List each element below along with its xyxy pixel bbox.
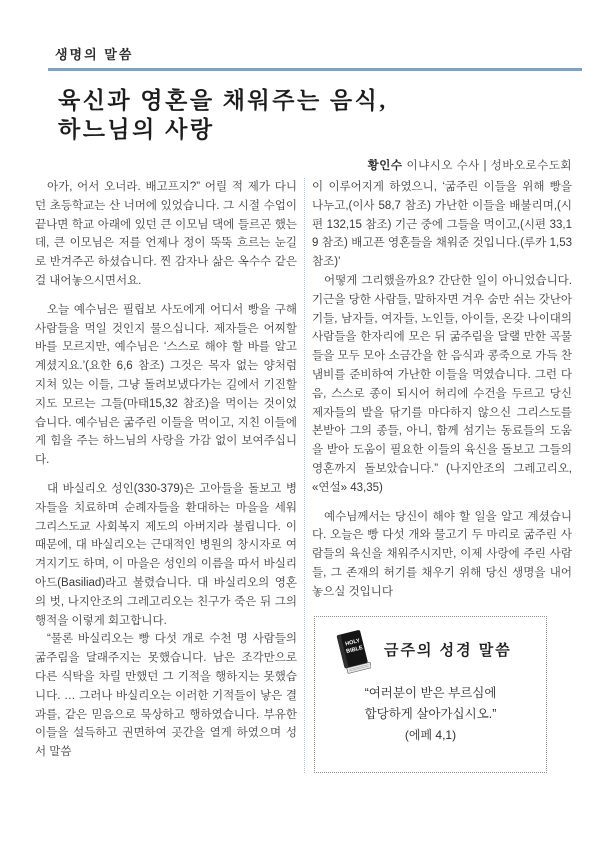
bible-book-icon: [335, 629, 371, 675]
paragraph: 오늘 예수님은 필립보 사도에게 어디서 빵을 구해 사람들을 먹일 것인지 물으십니다. 제자들은 어찌할 바를 모르지만, 예수님은 ‘스스로 해야 할 바를 알고 계셨지요.’(요한 6,6 참조) 그것은 목자 없는 양처럼 지쳐 있는 이들, 그냥 돌려보냈다가는 길에서 기진할지도 모르는 그들(마태15,32 참조)을 먹이는 것이었습니다. 예수님은 굶주린 이들을 먹이고, 지친 이들에게 힘을 주는 하느님의 사랑을 가감 없이 보여주십니다.: [35, 303, 297, 467]
bible-icon-text-bible: BIBLE: [345, 644, 364, 655]
bible-icon-text-holy: HOLY: [344, 637, 361, 648]
article-title-line2: 하느님의 사랑: [58, 117, 215, 143]
verse-box-title: 금주의 성경 말씀: [384, 642, 512, 660]
article-body: [35, 178, 572, 773]
paragraph: 대 바실리오 성인(330-379)은 고아들을 돌보고 병자들을 치료하며 순례자들을 환대하는 마을을 세워 그리스도교 사회복지 제도의 아버지라 불립니다. 이 때문에, 대 바실리오는 근대적인 병원의 창시자로 여겨지기도 하며, 이 마을은 성인의 이름을 따서 바실리아드(Basiliad)라고 불렸습니다. 대 바실리오의 영혼의 벗, 나지안조의 그레고리오는 친구가 죽은 뒤 그의 행적을 이렇게 회고합니다.: [35, 482, 297, 627]
right-column: [312, 178, 572, 773]
paragraph: 예수님께서는 당신이 해야 할 일을 알고 계셨습니다. 오늘은 빵 다섯 개와 물고기 두 마리로 굶주린 사람들의 육신을 채워주시지만, 이제 사랑에 주린 사람들, 그 존재의 허기를 채우기 위해 당신 생명을 내어놓으실 것입니다: [312, 510, 572, 598]
weekly-verse-box: [314, 616, 547, 773]
verse-quote-line2: 합당하게 살아가십시오.”: [364, 706, 497, 721]
header-accent-rule: [48, 68, 582, 71]
section-label: 생명의 말씀: [55, 47, 134, 62]
author-affiliation: 이냐시오 수사 | 성바오로수도회: [406, 160, 572, 172]
article-title-line1: 육신과 영혼을 채워주는 음식,: [58, 88, 388, 113]
left-column: [35, 178, 297, 773]
paragraph: 이 이루어지게 하였으니, ‘굶주린 이들을 위해 빵을 나누고,(이사 58,7 참조) 가난한 이들을 배불리며,(시편 132,15 참조) 기근 중에 그들을 먹이고,(시편 33,19 참조) 배고픈 영혼들을 채워준 것입니다.(루카 1,53 참조)’: [312, 181, 572, 269]
column-divider: [304, 178, 305, 773]
article-title: [58, 86, 388, 145]
verse-reference: (에페 4,1): [404, 727, 457, 742]
paragraph: “물론 바실리오는 빵 다섯 개로 수천 명 사람들의 굶주림을 달래주지는 못했습니다. 남은 조각만으로 다른 식탁을 차릴 만했던 그 기적을 행하지는 못했습니다. … 그러나 바실리오는 이러한 기적들이 낳은 결과를, 같은 믿음으로 묵상하고 행하였습니다. 부유한 이들을 설득하고 권면하여 곳간을 열게 하였으며 성서 말씀: [35, 633, 297, 759]
paragraph: 아가, 어서 오너라. 배고프지?” 어릴 적 제가 다니던 초등학교는 산 너머에 있었습니다. 그 시절 수업이 끝나면 학교 아래에 있던 큰 이모님 댁에 들르곤 했는데, 큰 이모님은 저를 언제나 정이 뚝뚝 흐르는 눈길로 반겨주곤 하셨습니다. 찐 감자나 삶은 옥수수 같은 걸 내어놓으시면서요.: [35, 181, 297, 287]
verse-box-header: [323, 629, 538, 675]
author-name: 황인수: [367, 160, 403, 172]
verse-quote-line1: “여러분이 받은 부르심에: [364, 685, 497, 700]
byline: [368, 157, 572, 173]
paragraph: 어떻게 그리했을까요? 간단한 일이 아니었습니다. 기근을 당한 사람들, 말하자면 겨우 숨만 쉬는 갓난아기들, 남자들, 여자들, 노인들, 아이들, 온갖 나이대의 사람들을 한자리에 모은 뒤 굶주림을 달랠 만한 곡물들을 모두 모아 소금간을 한 음식과 콩죽으로 가득 찬 냄비를 준비하여 가난한 이들을 먹였습니다. 그런 다음, 스스로 종이 되시어 허리에 수건을 두르고 당신 제자들의 발을 닦기를 마다하지 않으신 그리스도를 본받아 그의 종들, 아니, 함께 섬기는 동료들의 도움을 받아 도움이 필요한 이들의 육신을 돌보고 그들의 영혼까지 돌보았습니다.” (나지안조의 그레고리오, «연설» 43,35): [312, 274, 572, 494]
